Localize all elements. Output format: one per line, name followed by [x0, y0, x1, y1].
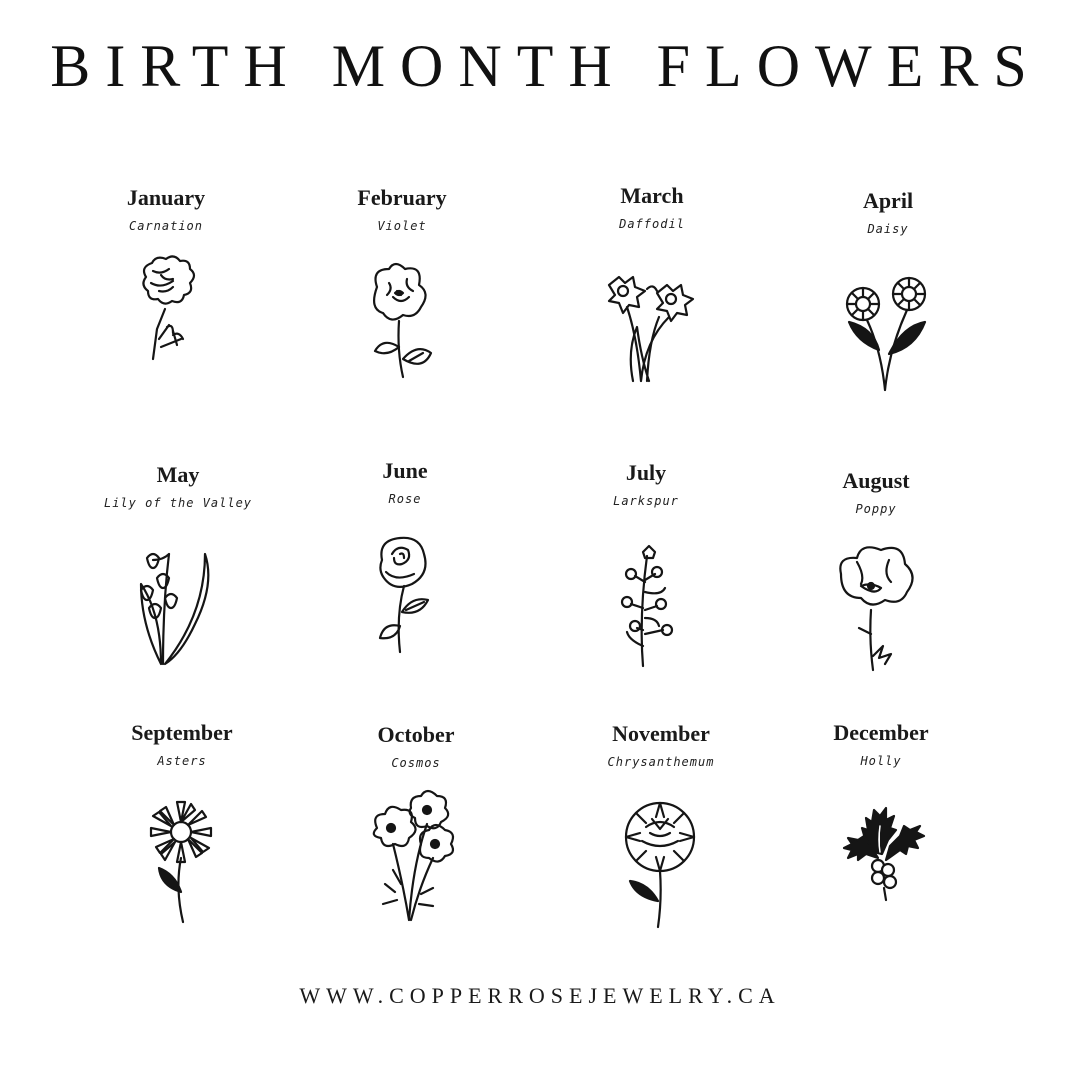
month-card-october	[296, 722, 536, 982]
month-label: April	[862, 188, 914, 213]
flower-label: Cosmos	[391, 756, 441, 770]
month-label: March	[620, 183, 684, 208]
cosmos-icon	[351, 784, 481, 934]
poppy-icon	[811, 530, 941, 680]
month-label: November	[612, 721, 710, 746]
month-card-december	[761, 720, 1001, 980]
flower-label: Poppy	[855, 502, 897, 516]
month-card-february	[282, 185, 522, 445]
month-label: December	[833, 720, 929, 745]
carnation-icon	[101, 247, 231, 397]
month-label: January	[126, 185, 206, 210]
chrysanthemum-icon	[596, 783, 726, 933]
violet-icon	[337, 247, 467, 397]
month-label: October	[377, 722, 455, 747]
month-label: May	[156, 462, 200, 487]
larkspur-icon	[581, 522, 711, 672]
flower-label: Daisy	[867, 222, 909, 236]
website-url[interactable]: WWW.COPPERROSEJEWELRY.CA	[299, 983, 781, 1008]
month-label: September	[131, 720, 233, 745]
month-label: August	[842, 468, 910, 493]
daffodil-icon	[587, 245, 717, 395]
month-card-january	[46, 185, 286, 445]
flower-label: Daffodil	[619, 217, 685, 231]
aster-icon	[117, 782, 247, 932]
flower-label: Lily of the Valley	[103, 496, 253, 510]
month-card-september	[62, 720, 302, 980]
month-card-august	[756, 468, 996, 728]
month-card-april	[768, 188, 1008, 448]
month-label: February	[357, 185, 447, 210]
flower-label: Rose	[388, 492, 422, 506]
holly-icon	[816, 782, 946, 932]
month-card-may	[58, 462, 298, 722]
flower-label: Asters	[157, 754, 207, 768]
flower-label: Larkspur	[613, 494, 679, 508]
flower-label: Chrysanthemum	[607, 755, 715, 769]
flower-label: Violet	[377, 219, 427, 233]
page-title: BIRTH MONTH FLOWERS	[50, 33, 1042, 99]
flower-label: Carnation	[128, 219, 204, 233]
month-card-july	[526, 460, 766, 720]
month-card-march	[532, 183, 772, 443]
rose-icon	[340, 520, 470, 670]
month-card-june	[285, 458, 525, 718]
flower-label: Holly	[860, 754, 902, 768]
lily-of-the-valley-icon	[113, 524, 243, 674]
month-card-november	[541, 721, 781, 981]
month-label: July	[625, 460, 667, 485]
month-label: June	[382, 458, 428, 483]
daisy-icon	[823, 250, 953, 400]
